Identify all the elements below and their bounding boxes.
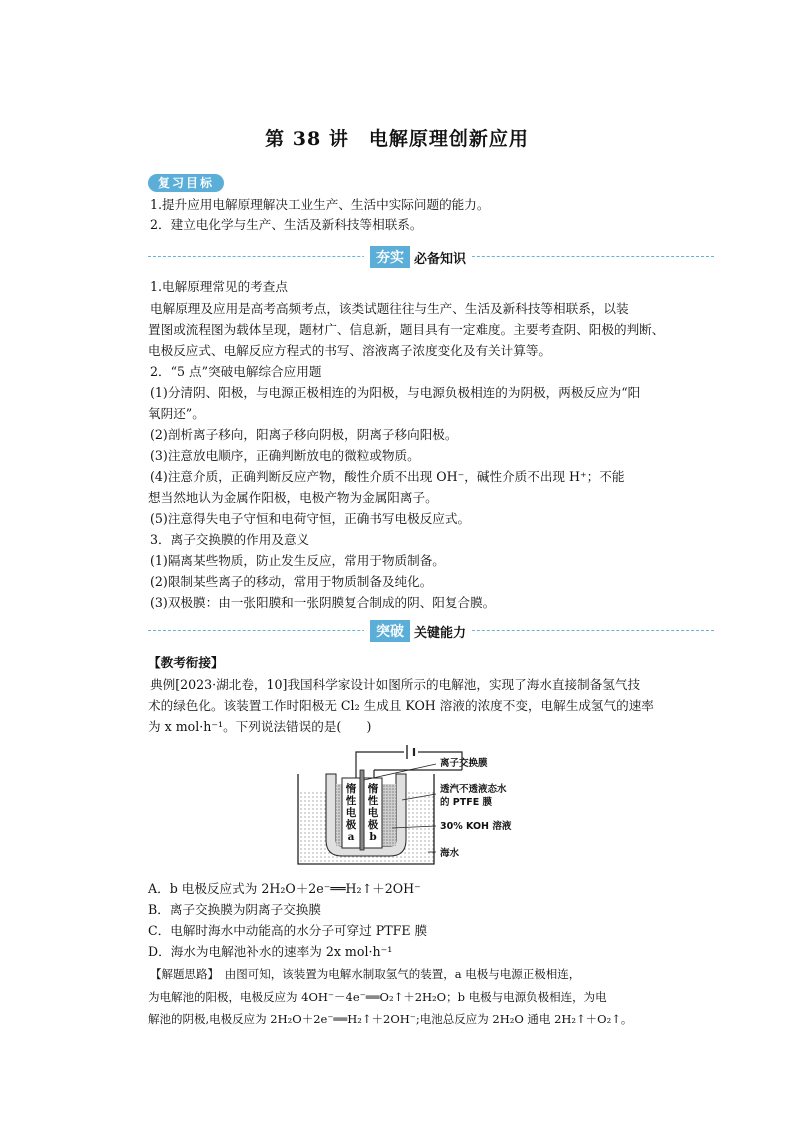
example-line: 为 x mol·h⁻¹。下列说法错误的是( ) bbox=[148, 719, 372, 734]
knowledge-line: (1)隔离某些物质，防止发生反应，常用于物质制备。 bbox=[150, 553, 445, 568]
solution-line: 为电解池的阳极，电极反应为 4OH⁻－4e⁻══O₂↑＋2H₂O；b 电极与电源负极相连，为电 bbox=[148, 990, 607, 1004]
electrode-a-char: 极 bbox=[345, 819, 357, 831]
knowledge-line: (3)注意放电顺序，正确判断放电的微粒或物质。 bbox=[150, 448, 420, 463]
knowledge-line: (2)剖析离子移向，阳离子移向阴极，阴离子移向阳极。 bbox=[150, 427, 458, 442]
section-label: 必备知识 bbox=[414, 251, 467, 267]
label-seawater: 海水 bbox=[440, 848, 460, 859]
electrode-b-char: 电 bbox=[367, 807, 379, 819]
electrode-a-char: 电 bbox=[345, 807, 357, 819]
section-header-knowledge bbox=[364, 246, 472, 268]
electrolysis-cell-diagram bbox=[296, 740, 566, 870]
knowledge-heading-1: 1.电解原理常见的考查点 bbox=[150, 279, 288, 294]
solution-line: 【解题思路】 由图可知，该装置为电解水制取氢气的装置，a 电极与电源正极相连， bbox=[150, 967, 581, 981]
knowledge-line: 氧阴还”。 bbox=[148, 406, 205, 421]
electrode-b-char: b bbox=[369, 831, 377, 843]
electrode-a-char: a bbox=[347, 831, 355, 843]
knowledge-line: (2)限制某些离子的移动，常用于物质制备及纯化。 bbox=[150, 574, 433, 589]
goal-2: 2．建立电化学与生产、生活及新科技等相联系。 bbox=[150, 217, 423, 232]
section-header-ability bbox=[364, 620, 472, 642]
option-b: B．离子交换膜为阴离子交换膜 bbox=[148, 902, 321, 917]
knowledge-line: 电解原理及应用是高考高频考点，该类试题往往与生产、生活及新科技等相联系，以装 bbox=[150, 301, 629, 316]
review-goals-badge: 复习目标 bbox=[148, 174, 224, 192]
goal-1: 1.提升应用电解原理解决工业生产、生活中实际问题的能力。 bbox=[150, 197, 490, 212]
option-d: D．海水为电解池补水的速率为 2x mol·h⁻¹ bbox=[148, 944, 393, 959]
option-a: A．b 电极反应式为 2H₂O＋2e⁻══H₂↑＋2OH⁻ bbox=[148, 881, 421, 896]
option-c: C．电解时海水中动能高的水分子可穿过 PTFE 膜 bbox=[148, 923, 428, 938]
knowledge-line: (5)注意得失电子守恒和电荷守恒，正确书写电极反应式。 bbox=[150, 511, 471, 526]
section-box: 夯实 bbox=[370, 246, 410, 268]
solution-line: 解池的阴极,电极反应为 2H₂O＋2e⁻══H₂↑＋2OH⁻;电池总反应为 2H₂O 通电 2H₂↑＋O₂↑。 bbox=[148, 1012, 633, 1026]
example-line: 术的绿色化。该装置工作时阳极无 Cl₂ 生成且 KOH 溶液的浓度不变，电解生成氢气的速率 bbox=[148, 698, 654, 713]
electrode-b-char: 惰 bbox=[367, 783, 379, 795]
example-line: 典例[2023·湖北卷，10]我国科学家设计如图所示的电解池，实现了海水直接制备氢气技 bbox=[150, 677, 641, 692]
exam-link-header: 【教考衔接】 bbox=[148, 655, 224, 670]
electrode-a-char: 性 bbox=[345, 795, 357, 807]
label-ptfe-2: 的 PTFE 膜 bbox=[440, 797, 493, 808]
knowledge-line: (1)分清阴、阳极，与电源正极相连的为阳极，与电源负极相连的为阴极，两极反应为“阳 bbox=[150, 385, 641, 400]
electrode-b-char: 性 bbox=[367, 795, 379, 807]
knowledge-heading-2: 2．“5 点”突破电解综合应用题 bbox=[150, 364, 322, 379]
knowledge-line: (3)双极膜：由一张阳膜和一张阴膜复合制成的阴、阳复合膜。 bbox=[150, 595, 496, 610]
section-label: 关键能力 bbox=[414, 625, 467, 641]
knowledge-line: 置图或流程图为载体呈现，题材广、信息新，题目具有一定难度。主要考查阴、阳极的判断、 bbox=[148, 322, 665, 337]
electrode-a-char: 惰 bbox=[345, 783, 357, 795]
page-title: 第 38 讲 电解原理创新应用 bbox=[265, 128, 529, 150]
knowledge-line: 想当然地认为金属作阳极，电极产物为金属阳离子。 bbox=[148, 490, 438, 505]
label-ion-exchange-membrane: 离子交换膜 bbox=[440, 758, 488, 769]
knowledge-heading-3: 3．离子交换膜的作用及意义 bbox=[150, 532, 310, 547]
knowledge-line: (4)注意介质，正确判断反应产物，酸性介质不出现 OH⁻，碱性介质不出现 H⁺；不能 bbox=[150, 469, 625, 484]
label-ptfe-1: 透汽不透液态水 bbox=[440, 784, 507, 795]
electrode-b-char: 极 bbox=[367, 819, 379, 831]
label-koh: 30% KOH 溶液 bbox=[440, 821, 512, 832]
section-box: 突破 bbox=[370, 620, 410, 642]
knowledge-line: 电极反应式、电解反应方程式的书写、溶液离子浓度变化及有关计算等。 bbox=[148, 343, 551, 358]
